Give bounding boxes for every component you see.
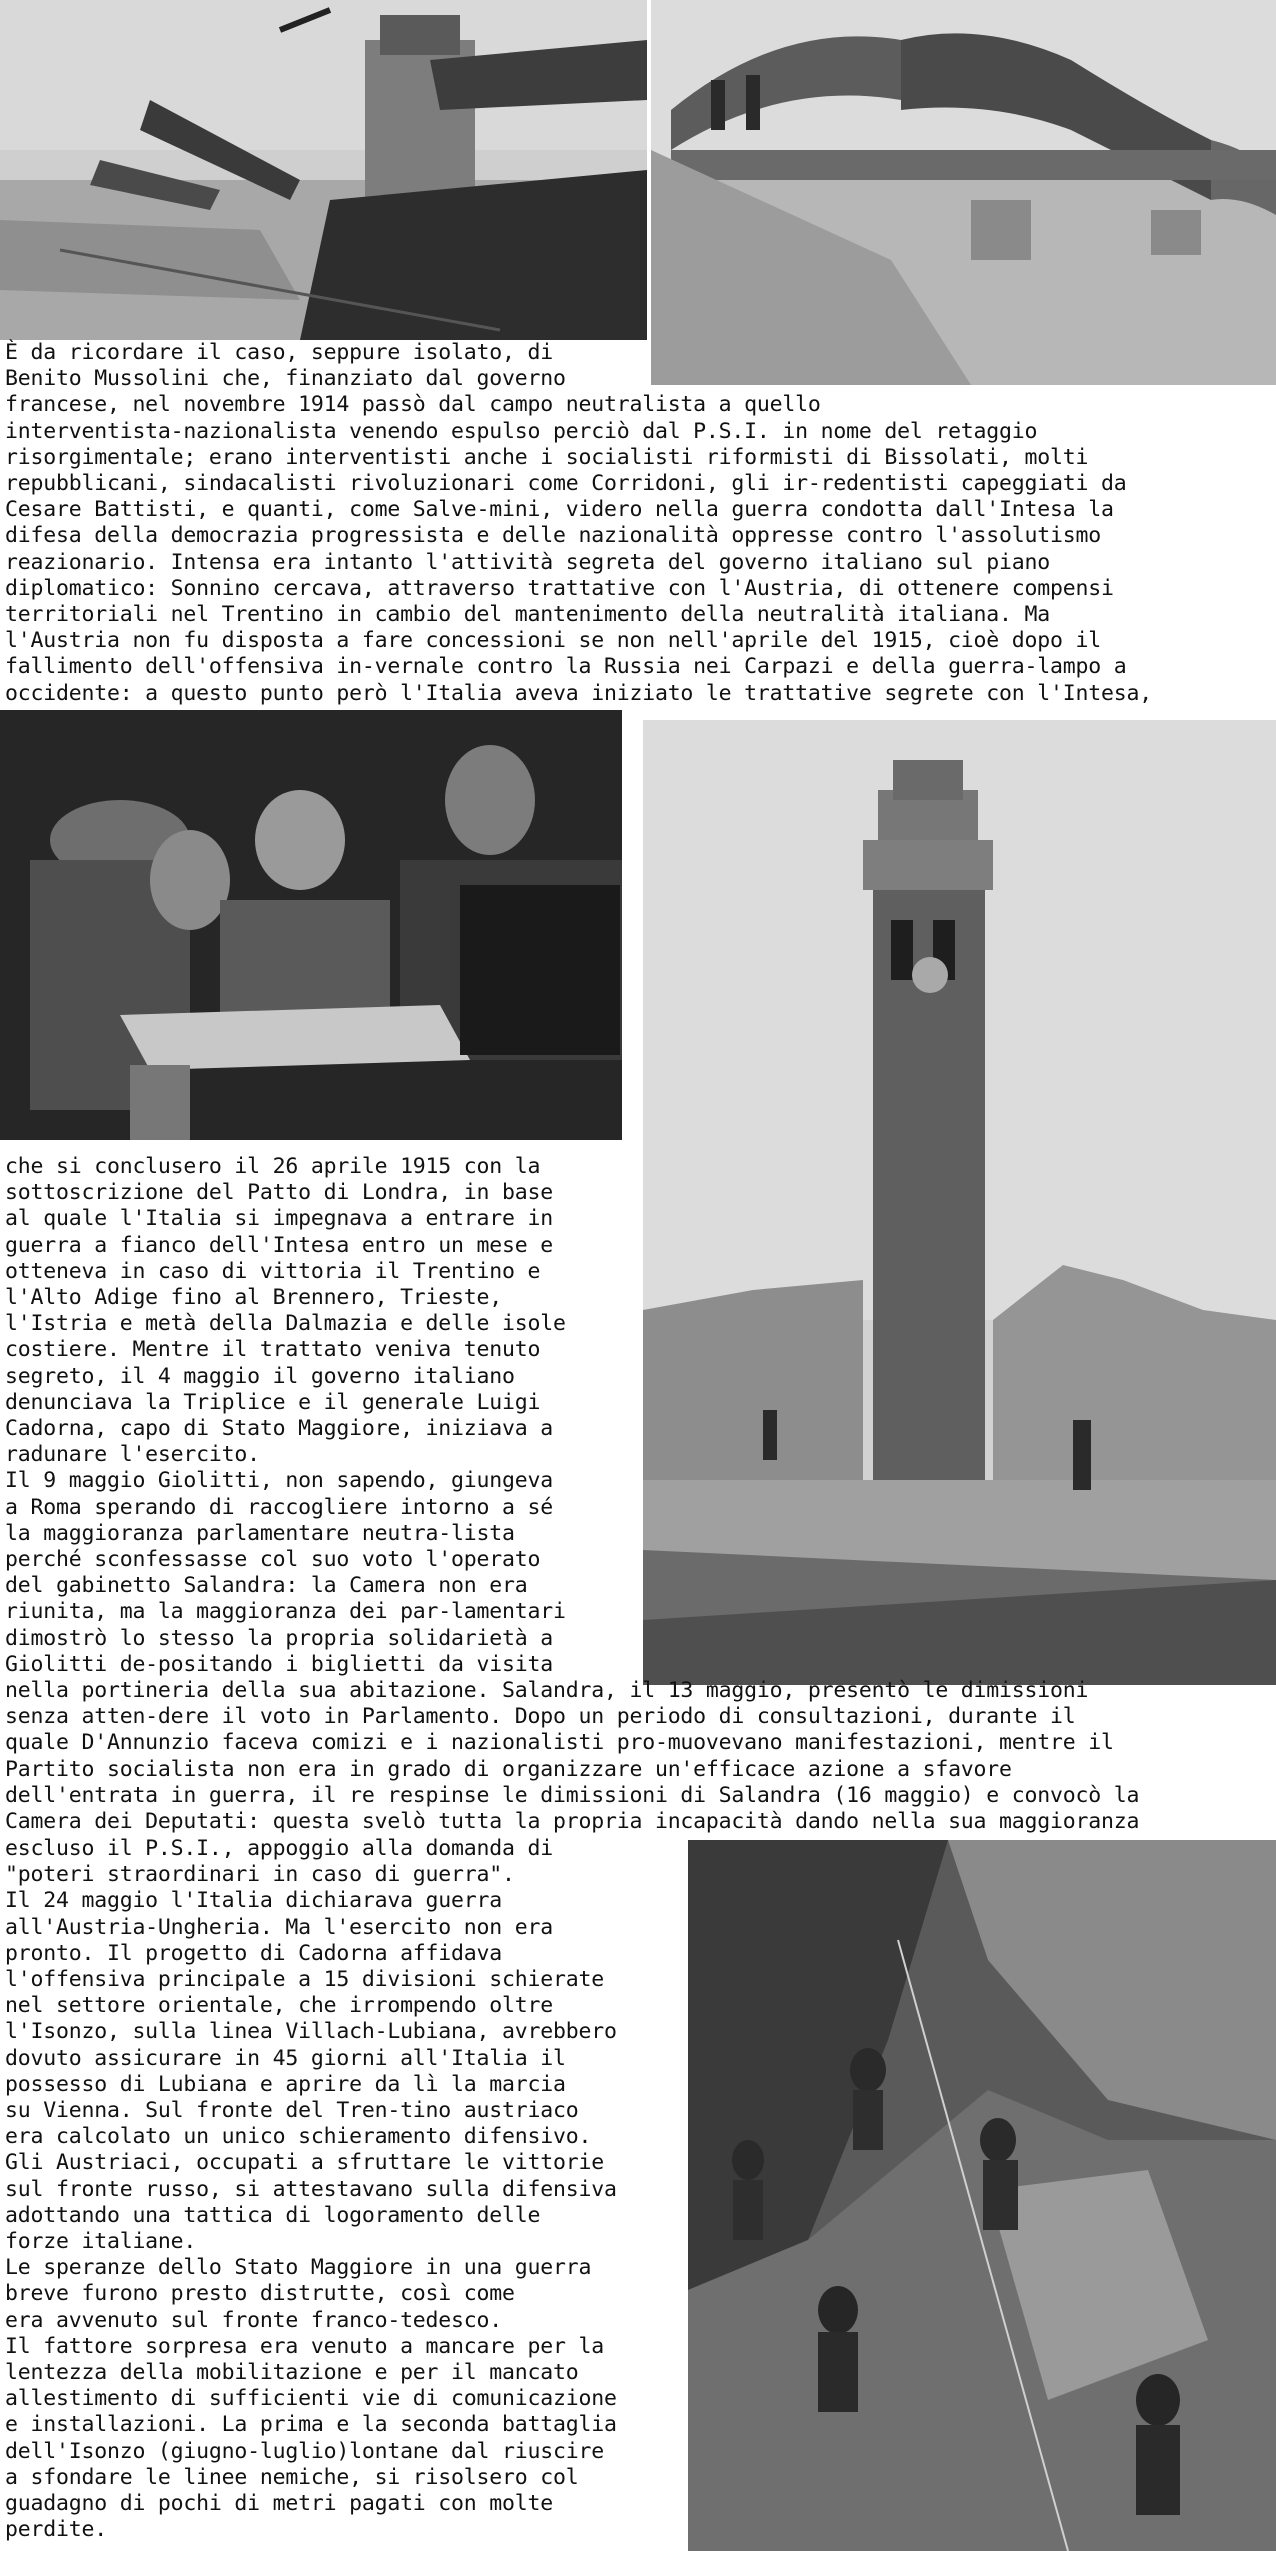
text-line: l'Austria non fu disposta a fare concessioni se non nell'aprile del 1915, cioè dopo il — [5, 628, 1101, 654]
text-line: Il 9 maggio Giolitti, non sapendo, giungeva — [5, 1468, 553, 1494]
text-line: Gli Austriaci, occupati a sfruttare le vittorie — [5, 2150, 604, 2176]
article-paragraph-interventism — [5, 340, 1152, 707]
text-line: era avvenuto sul fronte franco-tedesco. — [5, 2307, 503, 2333]
text-line: fallimento dell'offensiva in-vernale contro la Russia nei Carpazi e della guerra-lampo a — [5, 654, 1127, 680]
text-line: radunare l'esercito. — [5, 1442, 260, 1468]
text-line: a Roma sperando di raccogliere intorno a sé — [5, 1494, 553, 1520]
text-line: forze italiane. — [5, 2229, 197, 2255]
text-line: e installazioni. La prima e la seconda battaglia — [5, 2412, 617, 2438]
article-paragraph-war-declaration — [5, 1836, 617, 2543]
text-line: dovuto assicurare in 45 giorni all'Italia il — [5, 2045, 566, 2071]
text-line: difesa della democrazia progressista e delle nazionalità oppresse contro l'assolutismo — [5, 523, 1101, 549]
text-line: pronto. Il progetto di Cadorna affidava — [5, 1940, 503, 1966]
text-line: senza atten-dere il voto in Parlamento. Dopo un periodo di consultazioni, durante il — [5, 1704, 1076, 1730]
text-line: Il fattore sorpresa era venuto a mancare per la — [5, 2333, 604, 2359]
photo-destroyed-bridge — [0, 0, 647, 340]
text-line: l'offensiva principale a 15 divisioni schierate — [5, 1967, 604, 1993]
text-line: dimostrò lo stesso la propria solidarietà a — [5, 1625, 553, 1651]
text-line: Il 24 maggio l'Italia dichiarava guerra — [5, 1888, 503, 1914]
text-line: guadagno di pochi di metri pagati con molte — [5, 2491, 553, 2517]
text-line: quale D'Annunzio faceva comizi e i nazionalisti pro-muovevano manifestazioni, mentre il — [5, 1730, 1114, 1756]
text-line: possesso di Lubiana e aprire da lì la marcia — [5, 2071, 566, 2097]
text-line: lentezza della mobilitazione e per il mancato — [5, 2360, 579, 2386]
text-line: nella portineria della sua abitazione. Salandra, il 13 maggio, presentò le dimissioni — [5, 1678, 1089, 1703]
text-line: "poteri straordinari in caso di guerra". — [5, 1862, 515, 1888]
text-line: escluso il P.S.I., appoggio alla domanda di — [5, 1836, 553, 1861]
text-line: territoriali nel Trentino in cambio del mantenimento della neutralità italiana. Ma — [5, 602, 1051, 628]
article-paragraph-london-pact — [5, 1154, 566, 1678]
text-line: perdite. — [5, 2517, 107, 2543]
text-line: del gabinetto Salandra: la Camera non era — [5, 1573, 528, 1599]
photo-soldiers-climbing — [688, 1840, 1276, 2551]
photo-arched-bridge — [651, 0, 1276, 385]
text-line: guerra a fianco dell'Intesa entro un mese e — [5, 1232, 553, 1258]
text-line: Cadorna, capo di Stato Maggiore, iniziava a — [5, 1416, 553, 1442]
text-line: perché sconfessasse col suo voto l'operato — [5, 1547, 541, 1573]
text-line: sul fronte russo, si attestavano sulla difensiva — [5, 2176, 617, 2202]
text-line: È da ricordare il caso, seppure isolato, di — [5, 340, 553, 365]
text-line: Giolitti de-positando i biglietti da visita — [5, 1651, 553, 1677]
text-line: che si conclusero il 26 aprile 1915 con la — [5, 1154, 541, 1179]
text-line: interventista-nazionalista venendo espulso perciò dal P.S.I. in nome del retaggio — [5, 418, 1038, 444]
text-line: occidente: a questo punto però l'Italia aveva iniziato le trattative segrete con l'Intesa, — [5, 680, 1152, 706]
text-line: riunita, ma la maggioranza dei par-lamentari — [5, 1599, 566, 1625]
text-line: breve furono presto distrutte, così come — [5, 2281, 515, 2307]
text-line: la maggioranza parlamentare neutra-lista — [5, 1520, 515, 1546]
text-line: l'Alto Adige fino al Brennero, Trieste, — [5, 1285, 503, 1311]
article-paragraph-salandra — [5, 1678, 1139, 1835]
text-line: reazionario. Intensa era intanto l'attività segreta del governo italiano sul piano — [5, 549, 1051, 575]
text-line: otteneva in caso di vittoria il Trentino e — [5, 1258, 541, 1284]
text-line: risorgimentale; erano interventisti anche i socialisti riformisti di Bissolati, molti — [5, 444, 1089, 470]
text-line: l'Isonzo, sulla linea Villach-Lubiana, avrebbero — [5, 2019, 617, 2045]
text-line: francese, nel novembre 1914 passò dal campo neutralista a quello — [5, 392, 821, 418]
text-line: dell'entrata in guerra, il re respinse le dimissioni di Salandra (16 maggio) e convocò la — [5, 1782, 1140, 1808]
text-line: dell'Isonzo (giugno-luglio)lontane dal riuscire — [5, 2438, 604, 2464]
text-line: diplomatico: Sonnino cercava, attraverso trattative con l'Austria, di ottenere compensi — [5, 575, 1114, 601]
text-line: segreto, il 4 maggio il governo italiano — [5, 1363, 515, 1389]
photo-officers-map — [0, 710, 622, 1140]
text-line: repubblicani, sindacalisti rivoluzionari come Corridoni, gli ir-redentisti capeggiati da — [5, 471, 1127, 497]
text-line: sottoscrizione del Patto di Londra, in base — [5, 1180, 553, 1206]
text-line: allestimento di sufficienti vie di comunicazione — [5, 2386, 617, 2412]
text-line: era calcolato un unico schieramento difensivo. — [5, 2124, 592, 2150]
text-line: denunciava la Triplice e il generale Luigi — [5, 1389, 541, 1415]
text-line: l'Istria e metà della Dalmazia e delle isole — [5, 1311, 566, 1337]
text-line: Le speranze dello Stato Maggiore in una guerra — [5, 2255, 592, 2281]
text-line: nel settore orientale, che irrompendo oltre — [5, 1993, 553, 2019]
text-line: a sfondare le linee nemiche, si risolsero col — [5, 2464, 579, 2490]
text-line: al quale l'Italia si impegnava a entrare in — [5, 1206, 553, 1232]
text-line: all'Austria-Ungheria. Ma l'esercito non era — [5, 1914, 553, 1940]
text-line: adottando una tattica di logoramento delle — [5, 2202, 541, 2228]
text-line: costiere. Mentre il trattato veniva tenuto — [5, 1337, 541, 1363]
photo-bell-tower-ruins — [643, 720, 1276, 1685]
text-line: Cesare Battisti, e quanti, come Salve-mini, videro nella guerra condotta dall'Intesa la — [5, 497, 1114, 523]
text-line: Benito Mussolini che, finanziato dal governo — [5, 366, 566, 392]
text-line: Camera dei Deputati: questa svelò tutta la propria incapacità dando nella sua maggioranza — [5, 1809, 1140, 1835]
text-line: su Vienna. Sul fronte del Tren-tino austriaco — [5, 2098, 579, 2124]
text-line: Partito socialista non era in grado di organizzare un'efficace azione a sfavore — [5, 1756, 1012, 1782]
